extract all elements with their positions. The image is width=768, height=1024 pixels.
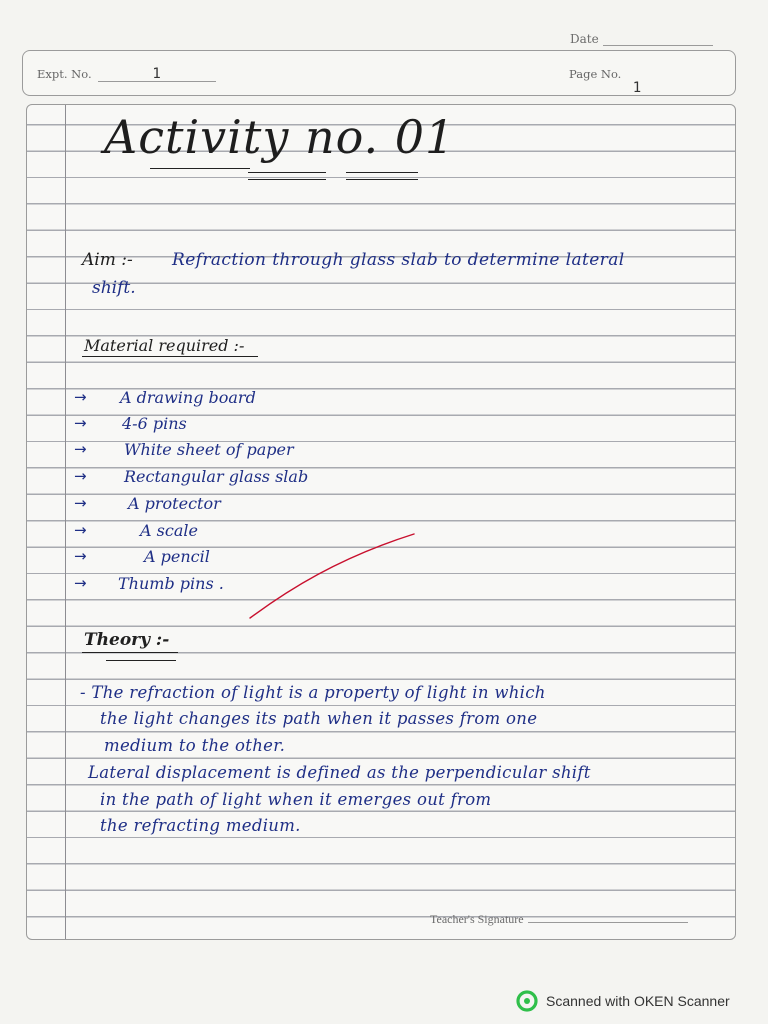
- arrow-icon: →: [74, 388, 87, 406]
- scanner-watermark: [516, 990, 730, 1012]
- theory-line: the refracting medium.: [100, 816, 301, 835]
- page-title: Activity no. 01: [104, 110, 456, 164]
- theory-line: - The refraction of light is a property of light in which: [80, 683, 546, 702]
- arrow-icon: →: [74, 574, 87, 592]
- arrow-icon: →: [74, 440, 87, 458]
- theory-underline-2: [106, 660, 176, 661]
- margin-line: [65, 105, 66, 939]
- teacher-signature-field: [430, 912, 688, 927]
- scanner-text: Scanned with OKEN Scanner: [546, 993, 730, 1009]
- title-underline: [150, 168, 250, 169]
- aim-text-line-1: Refraction through glass slab to determine lateral: [172, 250, 625, 270]
- page-no-field: [569, 67, 735, 96]
- theory-underline-1: [82, 652, 178, 653]
- page-no-label: Page No.: [569, 67, 622, 81]
- aim-text-line-2: shift.: [92, 278, 136, 298]
- arrow-icon: →: [74, 547, 87, 565]
- theory-heading: Theory :-: [84, 630, 170, 650]
- theory-line: the light changes its path when it passes from one: [100, 709, 538, 728]
- expt-no-value: 1: [98, 67, 216, 82]
- material-item: 4-6 pins: [122, 414, 187, 433]
- material-item: A pencil: [144, 547, 210, 566]
- theory-line: Lateral displacement is defined as the perpendicular shift: [88, 763, 591, 782]
- arrow-icon: →: [74, 414, 87, 432]
- teacher-signature-label: Teacher's Signature: [430, 912, 524, 926]
- oken-scanner-logo-icon: [516, 990, 538, 1012]
- material-item: Rectangular glass slab: [124, 467, 309, 486]
- material-item: A protector: [128, 494, 221, 513]
- materials-heading-underline: [82, 356, 258, 357]
- ruled-sheet: [26, 104, 736, 940]
- material-item: A scale: [140, 521, 198, 540]
- arrow-icon: →: [74, 494, 87, 512]
- expt-no-label: Expt. No.: [37, 67, 92, 81]
- header-box: [22, 50, 736, 96]
- title-double-underline-1: [248, 172, 326, 180]
- expt-no-field: [37, 67, 216, 82]
- materials-heading: Material required :-: [84, 336, 245, 355]
- material-item: A drawing board: [120, 388, 256, 407]
- aim-label: Aim :-: [82, 250, 133, 270]
- arrow-icon: →: [74, 467, 87, 485]
- material-item: Thumb pins .: [118, 574, 224, 593]
- date-field: [570, 32, 713, 46]
- title-double-underline-2: [346, 172, 418, 180]
- arrow-icon: →: [74, 521, 87, 539]
- page-no-value: 1: [575, 81, 699, 96]
- theory-line: in the path of light when it emerges out from: [100, 790, 492, 809]
- theory-line: medium to the other.: [104, 736, 286, 755]
- material-item: White sheet of paper: [124, 440, 294, 459]
- red-check-mark: [248, 530, 418, 620]
- date-label: Date: [570, 32, 599, 46]
